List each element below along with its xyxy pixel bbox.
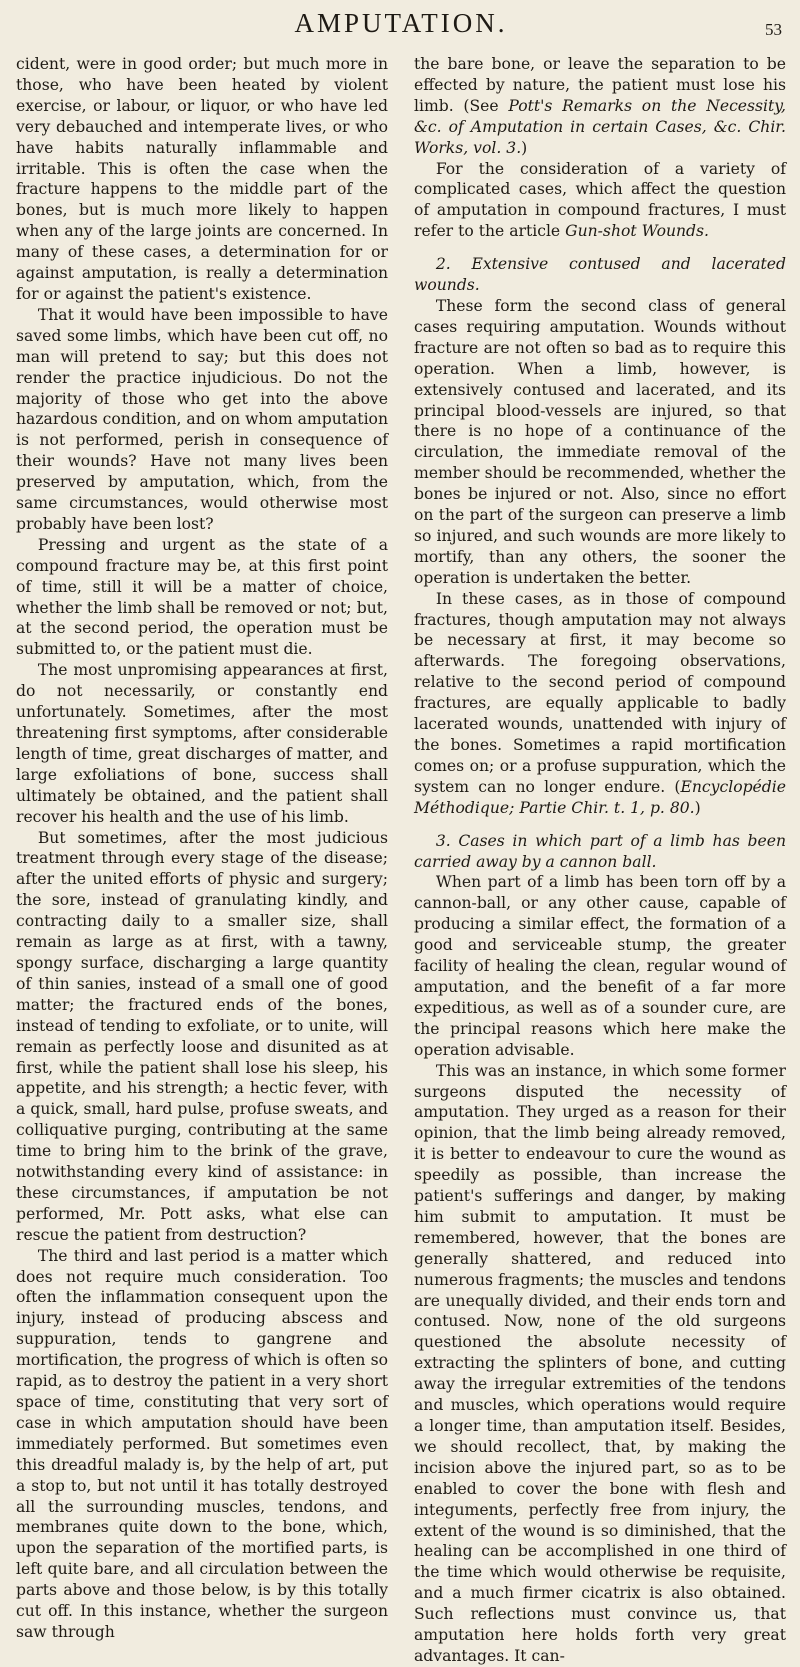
paragraph: The third and last period is a matter which does not require much consideration. Too often the inflammation consequent upon the injury, instead of producing abscess and suppuration, tends to gangrene and mortification, the progress of which is often so rapid, as to destroy the patient in a very short space of time, constituting that very sort of case in which amputation should have been immediately performed. But sometimes even this dreadful malady is, by the help of art, put a stop to, but not until it has totally destroyed all the surrounding muscles, tendons, and membranes quite down to the bone, which, upon the separation of the mortified parts, is left quite bare, and all circulation between the parts above and those below, is by this totally cut off. In this instance, whether the surgeon saw through — [16, 1246, 388, 1641]
paragraph: The most unpromising appearances at first, do not necessarily, or constantly end unfortunately. Sometimes, after the most threatening first symptoms, after considerable length of time, great discharges of matter, and large exfoliations of bone, success shall ultimately be obtained, and the patient shall recover his health and the use of his limb. — [16, 661, 388, 826]
running-title: AMPUTATION. — [294, 8, 508, 38]
paragraph — [414, 589, 786, 819]
paragraph: This was an instance, in which some former surgeons disputed the necessity of amputation. They urged as a reason for their opinion, that the limb being already removed, it is better to endeavour to cure the wound as speedily as possible, than increase the patient's sufferings and danger, by making him submit to amputation. It must be remembered, however, that the bones are generally shattered, and reduced into numerous fragments; the muscles and tendons are unequally divided, and their ends torn and contused. Now, none of the old surgeons questioned the absolute necessity of extracting the splinters of bone, and cutting away the irregular extremities of the tendons and muscles, which operations would require a longer time, than amputation itself. Besides, we should recollect, that, by making the incision above the injured part, so as to be enabled to cover the bone with flesh and integuments, perfectly free from injury, the extent of the wound is so diminished, that the healing can be accomplished in one third of the time which would otherwise be requisite, and a much firmer cicatrix is also obtained. Such reflections must convince us, that amputation here holds forth very great advantages. It can- — [414, 1061, 786, 1665]
section-heading-text: 3. Cases in which part of a limb has been carried away by a cannon ball. — [414, 831, 786, 871]
paragraph-text: For the consideration of a variety of complicated cases, which affect the question of amputation in compound fractures, I must refer to the article — [414, 159, 786, 241]
paragraph-text: In these cases, as in those of compound fractures, though amputation may not always be necessary at first, it may become so afterwards. The foregoing observations, relative to the second period of compound fractures, are equally applicable to badly lacerated wounds, unattended with injury of the bones. Sometimes a rapid mortification comes on; or a profuse suppuration, which the system can no longer endure. ( — [414, 589, 786, 796]
text-columns — [16, 54, 786, 1667]
page-number: 53 — [765, 20, 782, 39]
paragraph: These form the second class of general cases requiring amputation. Wounds without fracture are not often so bad as to require this operation. When a limb, however, is extensively contused and lacerated, and its principal blood-vessels are injured, so that there is no hope of a continuance of the circulation, the immediate removal of the member should be recommended, whether the bones be injured or not. Also, since no effort on the part of the surgeon can preserve a limb so injured, and such wounds are more likely to mortify, than any others, the sooner the operation is undertaken the better. — [414, 296, 786, 587]
section-heading-2 — [414, 254, 786, 296]
citation: Pott's Remarks on the Necessity, &c. of Amputation in certain Cases, &c. Chir. Works, vol. 3. — [414, 96, 786, 157]
left-column — [16, 54, 388, 1667]
section-heading-3 — [414, 831, 786, 873]
page-header — [16, 6, 786, 54]
cross-reference: Gun-shot Wounds. — [565, 222, 709, 241]
paragraph: Pressing and urgent as the state of a compound fracture may be, at this first point of time, still it will be a matter of choice, whether the limb shall be removed or not; but, at the second period, the operation must be submitted to, or the patient must die. — [16, 535, 388, 659]
paragraph: cident, were in good order; but much more in those, who have been heated by violent exercise, or labour, or liquor, or who have led very debauched and intemperate lives, or who have habits naturally inflammable and irritable. This is often the case when the fracture happens to the middle part of the bones, but is much more likely to happen when any of the large joints are concerned. In many of these cases, a determination for or against amputation, is really a determination for or against the patient's existence. — [16, 55, 388, 303]
paragraph: That it would have been impossible to have saved some limbs, which have been cut off, no man will pretend to say; but this does not render the practice injudicious. Do not the majority of those who get into the above hazardous condition, and on whom amputation is not performed, perish in consequence of their wounds? Have not many lives been preserved by amputation, which, from the same circumstances, would otherwise most probably have been lost? — [16, 305, 388, 533]
paragraph: When part of a limb has been torn off by a cannon-ball, or any other cause, capable of producing a similar effect, the formation of a good and serviceable stump, the greater facility of healing the clean, regular wound of amputation, and the benefit of a far more expeditious, as well as of a sounder cure, are the principal reasons which here make the operation advisable. — [414, 873, 786, 1059]
paragraph-text: the bare bone, or leave the separation to be effected by nature, the patient must lose his limb. (See — [414, 55, 786, 115]
paragraph — [414, 159, 786, 243]
paragraph-text: ) — [694, 798, 701, 817]
paragraph: But sometimes, after the most judicious treatment through every stage of the disease; after the united efforts of physic and surgery; the sore, instead of granulating kindly, and contracting daily to a smaller size, shall remain as large as at first, with a tawny, spongy surface, discharging a large quantity of thin sanies, instead of a small one of good matter; the fractured ends of the bones, instead of tending to exfoliate, or to unite, will remain as perfectly loose and disunited as at first, while the patient shall lose his sleep, his appetite, and his strength; a hectic fever, with a quick, small, hard pulse, profuse sweats, and colliquative purging, contributing at the same time to bring him to the brink of the grave, notwithstanding every kind of assistance: in these circumstances, if amputation be not performed, Mr. Pott asks, what else can rescue the patient from destruction? — [16, 828, 388, 1244]
section-heading-text: 2. Extensive contused and lacerated wounds. — [414, 255, 786, 295]
paragraph-text: ) — [521, 138, 528, 157]
paragraph — [414, 54, 786, 159]
citation: Encyclopédie Méthodique; Partie Chir. t. 1, p. 80. — [414, 777, 786, 817]
right-column — [414, 54, 786, 1667]
